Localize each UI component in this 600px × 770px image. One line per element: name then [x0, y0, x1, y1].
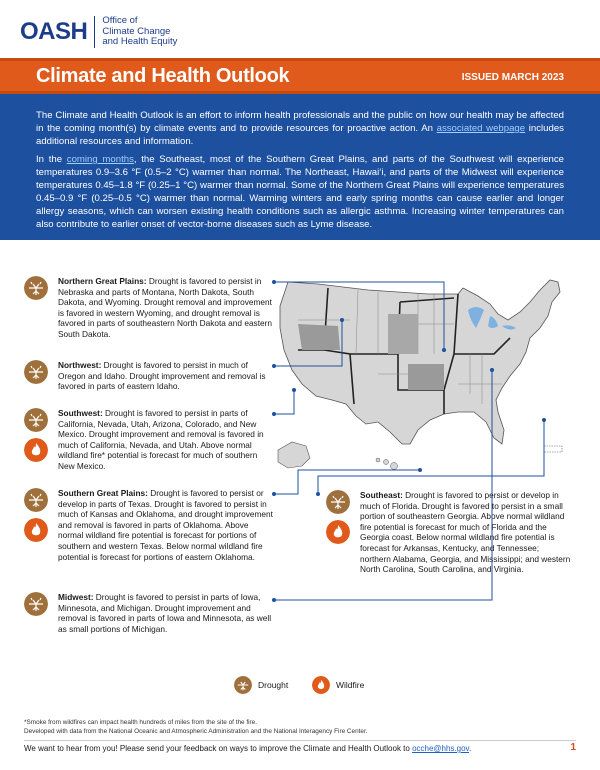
coming-months-link[interactable]: coming months — [66, 154, 134, 165]
wildfire-icon — [24, 518, 48, 542]
office-line-1: Office of — [102, 15, 138, 27]
data-source-footnote: Developed with data from the National Oceanic and Atmospheric Administration and the National Interagency Fire Center. — [24, 728, 368, 735]
wildfire-icon — [312, 676, 330, 694]
legend-wildfire-label: Wildfire — [336, 680, 365, 690]
office-line-2: Climate Change — [102, 25, 171, 37]
intro-text: The Climate and Health Outlook is an effort to inform health professionals and the public on how our health may be affected in the coming month(s) by climate events and to provide resources for proactive action. An — [36, 110, 564, 134]
office-line-3: and Health Equity — [102, 36, 178, 48]
page-title: Climate and Health Outlook — [36, 65, 290, 87]
drought-icon — [24, 592, 48, 616]
intro-paragraph-1 — [36, 109, 564, 148]
feedback-text: We want to hear from you! Please send your feedback on ways to improve the Climate and Health Outlook to — [24, 744, 413, 753]
drought-area — [298, 324, 340, 350]
drought-icon — [24, 488, 48, 512]
drought-icon — [24, 276, 48, 300]
legend-drought — [234, 676, 288, 694]
contiguous-us-shape — [280, 280, 560, 444]
alaska-shape — [278, 442, 310, 468]
puerto-rico-shape — [544, 446, 562, 452]
intro-section — [0, 94, 600, 240]
region-text — [360, 490, 572, 575]
region-description: Drought is favored to persist or develop in parts of Texas. Drought is favored to persist in much of Kansas and Oklahoma, and drought improvement and removal is favored in parts of Oklahoma. Above normal wildland fire potential is forecast for portions of southern and western Texas. Below normal wildland fire potential is forecast for portions of eastern Oklahoma. — [58, 488, 273, 562]
intro-text: , the Southeast, most of the Southern Great Plains, and parts of the Southwest will experience temperatures 0.9–3.6 °F (0.5–2 °C) warmer than normal. The Northeast, Hawai‘i, and parts of the Midwest will experience temperatures 0.45–1.8 °F (0.25–1 °C) warmer than normal. Some of the Northern Great Plains will experience temperatures 0.45–0.9 °F (0.25–0.5 °C) warmer than normal. Warming winters and early spring months can cause earlier and longer allergy seasons, which can worsen existing health conditions such as allergic asthma. Increasing winter temperatures can also contribute to earlier onset of vector-borne diseases such as Lyme disease. — [36, 154, 564, 230]
intro-text: includes additional resources and information. — [36, 123, 564, 147]
legend-drought-label: Drought — [258, 680, 289, 690]
region-text — [58, 408, 274, 472]
region-description: Drought is favored to persist in Nebraska and parts of Montana, North Dakota, South Dakota, and Wyoming. Drought removal and improvement is favored in western Wyoming, and drought removal is favored in parts of southeastern North Dakota and eastern South Dakota. — [58, 276, 273, 339]
wildfire-icon — [24, 438, 48, 462]
drought-icon — [24, 408, 48, 432]
intro-text: In the — [36, 154, 67, 165]
region-text — [58, 360, 274, 392]
wildfire-icon — [326, 520, 350, 544]
region-southwest — [24, 408, 274, 472]
us-regions-map — [258, 254, 588, 480]
connector-dot — [316, 492, 320, 496]
footnotes — [24, 718, 368, 736]
region-text — [58, 488, 274, 562]
oash-logo — [20, 14, 177, 50]
feedback-text: . — [468, 744, 472, 753]
drought-icon — [234, 676, 252, 694]
region-name: Northern Great Plains: — [58, 276, 147, 286]
region-description: Drought is favored to persist or develop in much of Florida. Drought is favored to persist in a small portion of southeastern Georgia. Above normal wildland fire potential is forecast for much of Florida and the Georgia coast. Below normal wildland fire potential is forecast for Arkansas, Kentucky, and Tennessee; northern Alabama, Georgia, and Mississippi; and western North Carolina, South Carolina, and Virginia. — [360, 490, 571, 575]
drought-area — [408, 364, 444, 390]
region-description: Drought is favored to persist in parts of California, Nevada, Utah, Arizona, Colorado, and New Mexico. Drought improvement and removal is favored in much of California, Nevada, and Utah. Above normal wildland fire* potential is forecast for much of southern New Mexico. — [58, 408, 264, 471]
region-text — [58, 276, 274, 340]
hawaii-islands — [376, 458, 398, 470]
title-banner — [0, 58, 600, 94]
region-description: Drought is favored to persist in parts of Iowa, Minnesota, and Michigan. Drought improvement and removal is favored in parts of Iowa and Minnesota, as well as small portions of Michigan. — [58, 592, 272, 634]
drought-icon — [326, 490, 350, 514]
logo-divider — [94, 16, 95, 48]
legend-wildfire — [312, 676, 364, 694]
region-name: Southeast: — [360, 490, 403, 500]
region-description: Drought is favored to persist in much of Oregon and Idaho. Drought improvement and removal is favored in parts of eastern Idaho. — [58, 360, 266, 392]
intro-paragraph-2 — [36, 153, 564, 231]
region-text — [58, 592, 274, 634]
region-name: Southern Great Plains: — [58, 488, 148, 498]
feedback-line — [24, 744, 471, 753]
smoke-footnote: *Smoke from wildfires can impact health hundreds of miles from the site of the fire. — [24, 719, 258, 726]
region-name: Northwest: — [58, 360, 102, 370]
region-name: Midwest: — [58, 592, 94, 602]
drought-area — [388, 314, 418, 354]
drought-icon — [24, 360, 48, 384]
region-name: Southwest: — [58, 408, 103, 418]
feedback-email-link[interactable]: ocche@hhs.gov — [412, 744, 469, 753]
office-name — [102, 16, 177, 48]
region-southeast — [326, 490, 576, 575]
footer-divider — [24, 740, 576, 741]
region-midwest — [24, 592, 274, 634]
region-northwest — [24, 360, 274, 392]
region-southern-great-plains — [24, 488, 274, 562]
logo-wordmark: OASH — [20, 18, 88, 45]
issue-date: ISSUED MARCH 2023 — [461, 72, 564, 83]
page-number: 1 — [570, 742, 576, 753]
region-northern-great-plains — [24, 276, 274, 340]
associated-webpage-link[interactable]: associated webpage — [436, 123, 526, 134]
